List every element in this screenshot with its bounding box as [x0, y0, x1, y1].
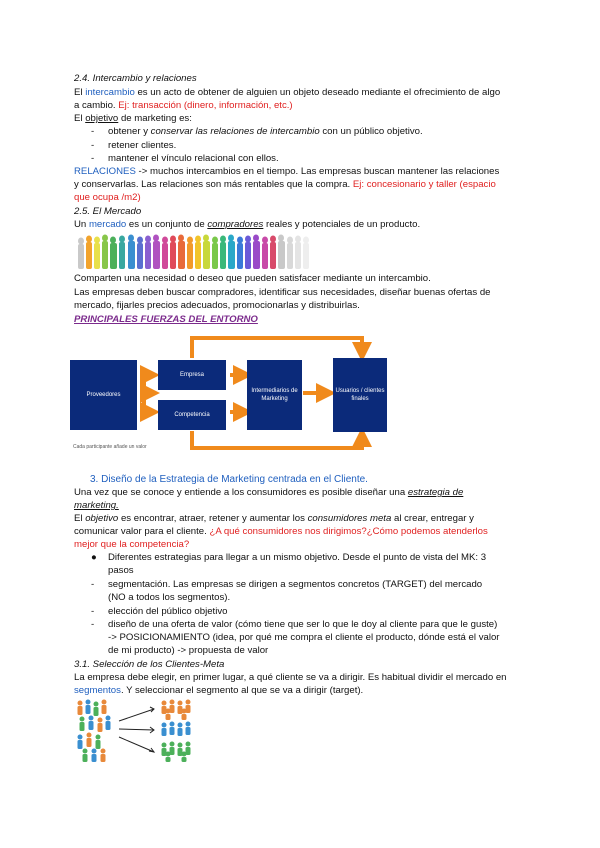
list-item-continued: (NO a todos los segmentos). — [108, 592, 231, 603]
paragraph-objetivo-3 — [74, 512, 474, 525]
list-item-continued: pasos — [108, 565, 134, 576]
text: El — [74, 513, 86, 524]
term-compradores: compradores — [207, 219, 264, 230]
term-relaciones: RELACIONES — [74, 166, 136, 177]
dash-bullet: - — [91, 579, 95, 590]
text: -> muchos intercambios en el tiempo. Las empresas buscan mantener las relaciones — [135, 166, 500, 177]
diagram-caption: Cada participante añade un valor — [73, 444, 147, 450]
text: con un público objetivo. — [319, 126, 423, 137]
box-intermediarios: Intermediarios de Marketing — [247, 360, 302, 430]
paragraph-line — [74, 684, 363, 697]
list-item — [108, 125, 423, 138]
dash-bullet: - — [91, 153, 95, 164]
list-item: mantener el vínculo relacional con ellos. — [108, 153, 279, 164]
segment-green-icon — [162, 742, 191, 763]
crowd-image — [75, 233, 313, 269]
term-estrategia: estrategia de — [407, 487, 464, 498]
term-segmentos: segmentos — [74, 685, 121, 696]
box-proveedores: Proveedores — [70, 360, 137, 430]
text: a cambio. — [74, 100, 119, 111]
section-3-heading: 3. Diseño de la Estrategia de Marketing centrada en el Cliente. — [90, 474, 368, 485]
list-item: elección del público objetivo — [108, 606, 228, 617]
paragraph-line: mercado, fijarles precios adecuados, promocionarlas y distribuirlas. — [74, 300, 360, 311]
box-competencia: Competencia — [158, 400, 226, 430]
text: al crear, entregar y — [391, 513, 474, 524]
dash-bullet: - — [91, 606, 95, 617]
paragraph-relaciones — [74, 165, 499, 178]
example-transaccion: Ej: transacción (dinero, información, etc.) — [118, 100, 293, 111]
mixed-crowd-icon — [78, 700, 111, 763]
question-consumidores: ¿A qué consumidores nos dirigimos?¿Cómo podemos atenderlos — [209, 526, 488, 537]
heading-fuerzas-entorno: PRINCIPALES FUERZAS DEL ENTORNO — [74, 314, 258, 325]
term-marketing: marketing. — [74, 500, 119, 511]
arrow-icons — [119, 707, 154, 752]
term-objetivo: objetivo — [85, 113, 119, 124]
list-item: Diferentes estrategias para llegar a un mismo objetivo. Desde el punto de vista del MK: 3 — [108, 552, 487, 563]
section-3-1-heading: 3.1. Selección de los Clientes-Meta — [74, 659, 225, 670]
term-intercambio: intercambio — [85, 87, 135, 98]
text: comunicar valor para el cliente. — [74, 526, 210, 537]
box-usuarios: Usuarios / clientes finales — [333, 358, 387, 432]
paragraph-objetivo — [74, 112, 192, 125]
text: obtener y — [108, 126, 151, 137]
box-empresa: Empresa — [158, 360, 226, 390]
segment-orange-icon — [162, 700, 191, 721]
list-item-continued: de mi producto) -> propuesta de valor — [108, 645, 269, 656]
list-item: retener clientes. — [108, 140, 177, 151]
text: es un acto de obtener de alguien un objeto deseado mediante el ofrecimiento de algo — [134, 87, 501, 98]
dash-bullet: - — [91, 126, 95, 137]
dot-bullet: ● — [91, 552, 97, 563]
segment-blue-icon — [162, 722, 191, 737]
section-2-4-heading: 2.4. Intercambio y relaciones — [74, 73, 197, 84]
text-italic: conservar las relaciones de intercambio — [150, 126, 320, 137]
list-item: segmentación. Las empresas se dirigen a segmentos concretos (TARGET) del mercado — [108, 579, 483, 590]
people-silhouettes — [75, 233, 313, 269]
text: Una vez que se conoce y entiende a los consumidores es posible diseñar una — [74, 487, 408, 498]
paragraph-line — [74, 525, 488, 538]
paragraph-line — [74, 178, 496, 191]
marketing-environment-diagram — [70, 330, 390, 455]
text: es un conjunto de — [126, 219, 208, 230]
dash-bullet: - — [91, 140, 95, 151]
text: y conservarlas. Las relaciones son más rentables que la compra. — [74, 179, 353, 190]
paragraph-line — [74, 486, 463, 499]
segmentation-image — [74, 697, 199, 762]
paragraph-intercambio — [74, 86, 500, 99]
question-continued: mejor que la competencia? — [74, 539, 190, 550]
text: Un — [74, 219, 89, 230]
example-concesionario: Ej: concesionario y taller (espacio — [352, 179, 496, 190]
term-objetivo-3: objetivo — [85, 513, 119, 524]
text: de marketing es: — [118, 113, 192, 124]
list-item: diseño de una oferta de valor (cómo tiene que ser lo que le doy al cliente para que le guste) — [108, 619, 498, 630]
term-mercado: mercado — [88, 219, 127, 230]
text: El — [74, 87, 86, 98]
paragraph-line: Comparten una necesidad o deseo que pueden satisfacer mediante un intercambio. — [74, 273, 431, 284]
text: es encontrar, atraer, retener y aumentar los — [118, 513, 308, 524]
list-item-continued: -> POSICIONAMIENTO (idea, por qué me compra el cliente el producto, dónde está el valor — [108, 632, 500, 643]
text: reales y potenciales de un producto. — [263, 219, 421, 230]
paragraph-line: La empresa debe elegir, en primer lugar, a qué cliente se va a dirigir. Es habitual dividir el mercado en — [74, 672, 507, 683]
paragraph-line — [74, 99, 293, 112]
section-2-5-heading: 2.5. El Mercado — [74, 206, 142, 217]
term-consumidores-meta: consumidores meta — [307, 513, 392, 524]
text: El — [74, 113, 86, 124]
example-continued: que ocupa /m2) — [74, 192, 141, 203]
paragraph-mercado — [74, 218, 420, 231]
text: . Y seleccionar el segmento al que se va a dirigir (target). — [120, 685, 364, 696]
paragraph-line: Las empresas deben buscar compradores, identificar sus necesidades, diseñar buenas ofertas de — [74, 287, 491, 298]
dash-bullet: - — [91, 619, 95, 630]
